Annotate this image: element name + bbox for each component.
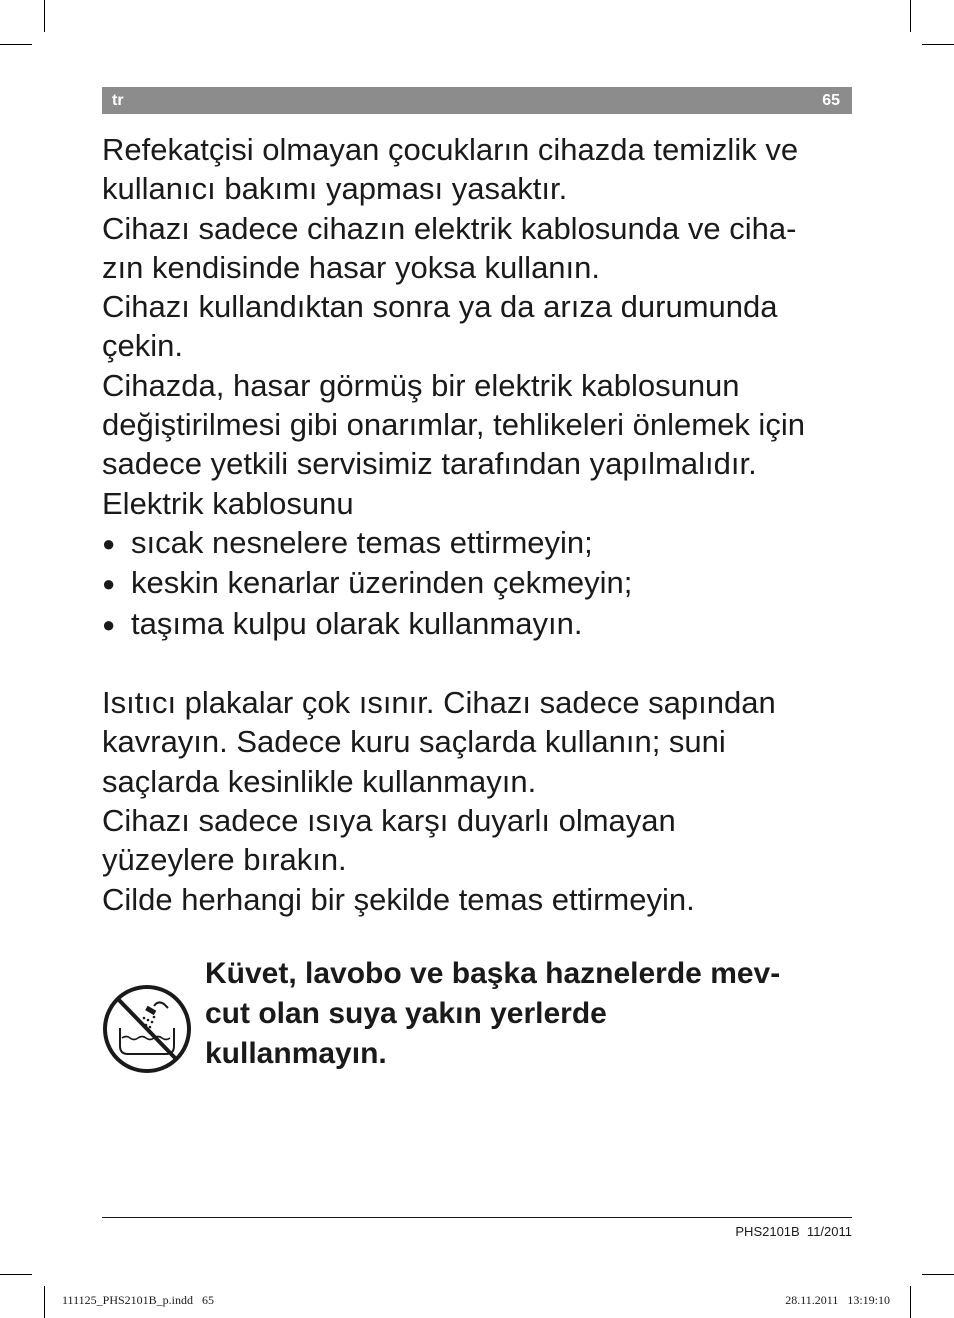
paragraph-spacer [102, 644, 862, 683]
paragraph: Refekatçisi olmayan çocukların cihazda temizlik ve kullanıcı bakımı yapması yasaktır. [102, 132, 799, 207]
safety-instructions [102, 130, 862, 919]
warning-text: Küvet, lavobo ve başka haznelerde mev- cut olan suya yakın yerlerde kullanmayın. [205, 957, 781, 1070]
paragraph: Isıtıcı plakalar çok ısınır. Cihazı sadece sapından kavrayın. Sadece kuru saçlarda kullanın; suni saçlarda kesinlikle kullanmayın. [102, 685, 776, 799]
paragraph: Cilde herhangi bir şekilde temas ettirmeyin. [102, 881, 695, 917]
no-water-bath-icon [102, 984, 192, 1074]
crop-mark [922, 44, 954, 45]
bullet-icon: ● [102, 530, 116, 556]
bullet-icon: ● [102, 611, 116, 637]
cable-bullet-list [102, 523, 862, 644]
footer-divider [102, 1217, 852, 1218]
crop-mark [910, 0, 911, 32]
list-item [102, 563, 862, 603]
list-item [102, 523, 862, 563]
page-header-bar [102, 87, 852, 114]
list-item-text: taşıma kulpu olarak kullanmayın. [131, 605, 583, 641]
paragraph: Cihazda, hasar görmüş bir elektrik kablosunun değiştirilmesi gibi onarımlar, tehlikeleri önlemek için sadece yetkili servisimiz tarafından yapılmalıdır. [102, 367, 805, 482]
page-number: 65 [822, 92, 840, 109]
paragraph: Cihazı kullandıktan sonra ya da arıza durumunda çekin. [102, 289, 778, 364]
crop-mark [0, 44, 32, 45]
language-code: tr [112, 92, 124, 109]
footer-model-date: PHS2101B 11/2011 [735, 1224, 852, 1239]
list-item [102, 604, 862, 644]
crop-mark [922, 1274, 954, 1275]
crop-mark [44, 1286, 45, 1318]
print-slug-timestamp: 28.11.2011 13:19:10 [785, 1293, 890, 1307]
print-slug-file: 111125_PHS2101B_p.indd 65 [62, 1293, 215, 1307]
paragraph: Cihazı sadece ısıya karşı duyarlı olmayan yüzeylere bırakın. [102, 803, 676, 878]
paragraph: Cihazı sadece cihazın elektrik kablosunda ve ciha- zın kendisinde hasar yoksa kullanın. [102, 210, 797, 285]
crop-mark [0, 1274, 32, 1275]
bullet-icon: ● [102, 571, 116, 597]
list-item-text: sıcak nesnelere temas ettirmeyin; [131, 524, 593, 560]
list-item-text: keskin kenarlar üzerinden çekmeyin; [131, 565, 633, 601]
crop-mark [44, 0, 45, 32]
warning-block [102, 954, 862, 1084]
paragraph: Elektrik kablosunu [102, 485, 354, 521]
crop-mark [910, 1286, 911, 1318]
